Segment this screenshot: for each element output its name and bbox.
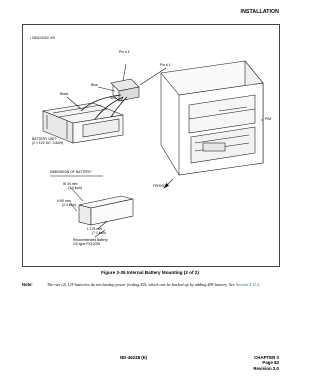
note-end: . (259, 282, 261, 287)
footer-info (253, 355, 279, 371)
footer-chapter: CHAPTER 3 (254, 355, 279, 360)
black-wire-label: Black (60, 92, 69, 96)
blue-wire-label: Blue (91, 83, 98, 87)
width-inch: (1.3 inch) (68, 185, 83, 190)
pin4-label: Pin # 4 (119, 50, 130, 54)
recommended-line1: Recommended Battery (73, 238, 108, 242)
front-label: FRONT (153, 184, 165, 188)
figure-model-label: • NEAX1000 IVS (30, 36, 56, 40)
battery-unit-label (32, 138, 63, 146)
dimension-length (87, 228, 106, 236)
length-inch: (7.1 inch) (92, 230, 107, 235)
footer-page: Page 83 (262, 360, 279, 366)
battery-unit-line1: BATTERY UNIT (32, 137, 57, 141)
recommended-line2: GS type PX12026 (73, 241, 101, 246)
height-inch: (2.4 inch) (62, 202, 77, 207)
note-body (47, 282, 280, 288)
battery-unit-line2: (2 × 12V DC, 3.8AH) (32, 140, 64, 145)
note-block (22, 282, 280, 288)
dimension-height (57, 200, 76, 208)
dimension-title: DIMENSION OF BATTERY (50, 170, 92, 174)
length-mm: L 178 mm (87, 227, 102, 231)
battery-mounting-illustration (23, 25, 281, 268)
note-text: The two (2) 12V batteries do not backup power feeding ZTs, which can be backed up by adding 48V battery. See (47, 282, 236, 287)
height-mm: H 60 mm (57, 199, 71, 203)
dimension-width (63, 183, 82, 191)
note-tag: Note: (22, 282, 33, 287)
figure-caption: Figure 3-35 Internal Battery Mounting (2 of 2) (101, 270, 199, 275)
footer-revision: Revision 2.0 (253, 365, 279, 371)
width-mm: W 34 mm (63, 182, 78, 186)
page-header-title: INSTALLATION (240, 9, 279, 15)
footer-doc-id: ND-46248 (E) (120, 355, 148, 360)
red-wire-label: Red (110, 96, 117, 100)
recommended-battery (73, 239, 108, 247)
section-link[interactable]: Section 4.11.2 (235, 282, 260, 287)
pin1-label: Pin # 1 (160, 63, 171, 67)
pim-label: PIM (265, 117, 272, 121)
figure-frame (22, 24, 280, 267)
